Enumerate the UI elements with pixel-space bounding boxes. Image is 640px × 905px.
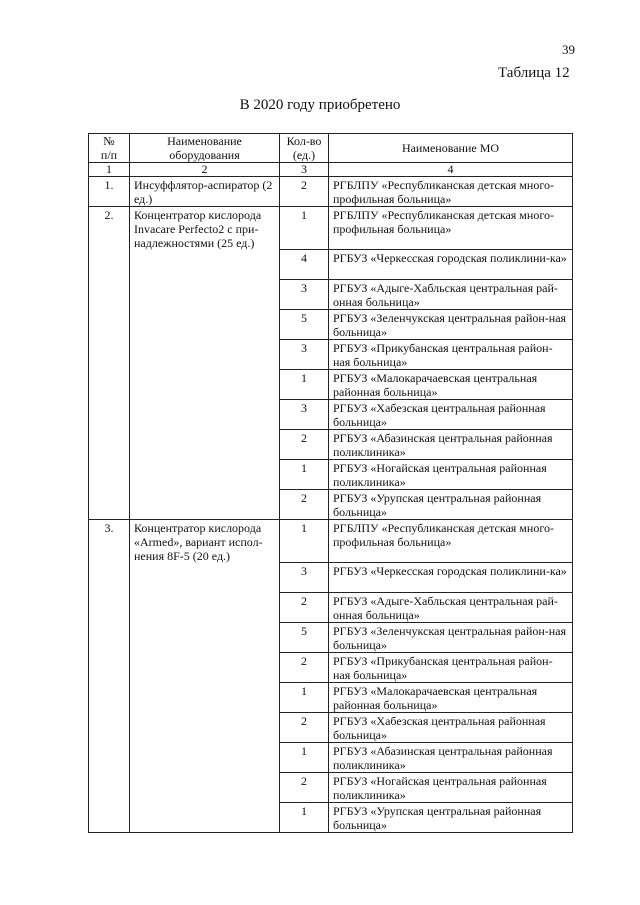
mo-name-cell: РГБЛПУ «Республиканская детская много-профильная больница»	[329, 520, 573, 563]
quantity-cell: 1	[280, 370, 329, 400]
quantity-cell: 4	[280, 250, 329, 280]
row-number: 1.	[89, 177, 130, 207]
quantity-cell: 2	[280, 773, 329, 803]
mo-name-cell: РГБУЗ «Адыге-Хабльская центральная рай-онная больница»	[329, 593, 573, 623]
equipment-name: Инсуффлятор-аспиратор (2 ед.)	[130, 177, 280, 207]
quantity-cell: 5	[280, 310, 329, 340]
equipment-name: Концентратор кислорода «Armed», вариант испол-нения 8F-5 (20 ед.)	[130, 520, 280, 833]
quantity-cell: 1	[280, 460, 329, 490]
row-number: 3.	[89, 520, 130, 833]
quantity-cell: 1	[280, 207, 329, 250]
quantity-cell: 1	[280, 803, 329, 833]
mo-name-cell: РГБУЗ «Малокарачаевская центральная районная больница»	[329, 683, 573, 713]
table-row	[89, 177, 573, 207]
mo-name-cell: РГБУЗ «Урупская центральная районная больница»	[329, 803, 573, 833]
table-label: Таблица 12	[498, 65, 570, 81]
column-number-row	[89, 163, 573, 177]
mo-name-cell: РГБУЗ «Адыге-Хабльская центральная рай-онная больница»	[329, 280, 573, 310]
mo-name-cell: РГБУЗ «Прикубанская центральная район-ная больница»	[329, 653, 573, 683]
mo-name-cell: РГБУЗ «Ногайская центральная районная поликлиника»	[329, 773, 573, 803]
table-body	[89, 177, 573, 833]
quantity-cell: 3	[280, 400, 329, 430]
mo-name-cell: РГБУЗ «Хабезская центральная районная больница»	[329, 400, 573, 430]
page-title: В 2020 году приобретено	[239, 97, 401, 113]
column-number: 2	[130, 163, 280, 177]
mo-name-cell: РГБУЗ «Зеленчукская центральная район-ная больница»	[329, 623, 573, 653]
header-num-text: № п/п	[100, 134, 118, 162]
quantity-cell: 2	[280, 177, 329, 207]
quantity-cell: 1	[280, 520, 329, 563]
quantity-cell: 3	[280, 563, 329, 593]
mo-name-cell: РГБУЗ «Черкесская городская поликлини-ка»	[329, 250, 573, 280]
table-header-row	[89, 134, 573, 163]
page-number: 39	[562, 42, 575, 57]
quantity-cell: 1	[280, 683, 329, 713]
mo-name-cell: РГБУЗ «Малокарачаевская центральная районная больница»	[329, 370, 573, 400]
mo-name-cell: РГБУЗ «Хабезская центральная районная больница»	[329, 713, 573, 743]
header-qty-text: Кол-во (ед.)	[286, 134, 322, 162]
mo-name-cell: РГБЛПУ «Республиканская детская много-профильная больница»	[329, 207, 573, 250]
column-number: 1	[89, 163, 130, 177]
equipment-table	[88, 133, 573, 833]
equipment-name: Концентратор кислорода Invacare Perfecto2 с при-надлежностями (25 ед.)	[130, 207, 280, 520]
quantity-cell: 3	[280, 280, 329, 310]
quantity-cell: 2	[280, 430, 329, 460]
row-number: 2.	[89, 207, 130, 520]
mo-name-cell: РГБУЗ «Абазинская центральная районная поликлиника»	[329, 430, 573, 460]
mo-name-cell: РГБУЗ «Прикубанская центральная район-ная больница»	[329, 340, 573, 370]
quantity-cell: 2	[280, 713, 329, 743]
column-number: 4	[329, 163, 573, 177]
mo-name-cell: РГБУЗ «Абазинская центральная районная поликлиника»	[329, 743, 573, 773]
mo-name-cell: РГБУЗ «Урупская центральная районная больница»	[329, 490, 573, 520]
quantity-cell: 2	[280, 593, 329, 623]
header-num	[89, 134, 130, 163]
quantity-cell: 2	[280, 490, 329, 520]
table-row	[89, 520, 573, 563]
quantity-cell: 5	[280, 623, 329, 653]
quantity-cell: 1	[280, 743, 329, 773]
header-mo	[329, 134, 573, 163]
mo-name-cell: РГБУЗ «Зеленчукская центральная район-ная больница»	[329, 310, 573, 340]
quantity-cell: 3	[280, 340, 329, 370]
mo-name-cell: РГБЛПУ «Республиканская детская много-профильная больница»	[329, 177, 573, 207]
mo-name-cell: РГБУЗ «Черкесская городская поликлини-ка»	[329, 563, 573, 593]
mo-name-cell: РГБУЗ «Ногайская центральная районная поликлиника»	[329, 460, 573, 490]
header-equipment	[130, 134, 280, 163]
header-equipment-text: Наименование оборудования	[167, 134, 242, 162]
quantity-cell: 2	[280, 653, 329, 683]
table-row	[89, 207, 573, 250]
header-qty	[280, 134, 329, 163]
header-mo-text: Наименование МО	[401, 141, 500, 155]
column-number: 3	[280, 163, 329, 177]
